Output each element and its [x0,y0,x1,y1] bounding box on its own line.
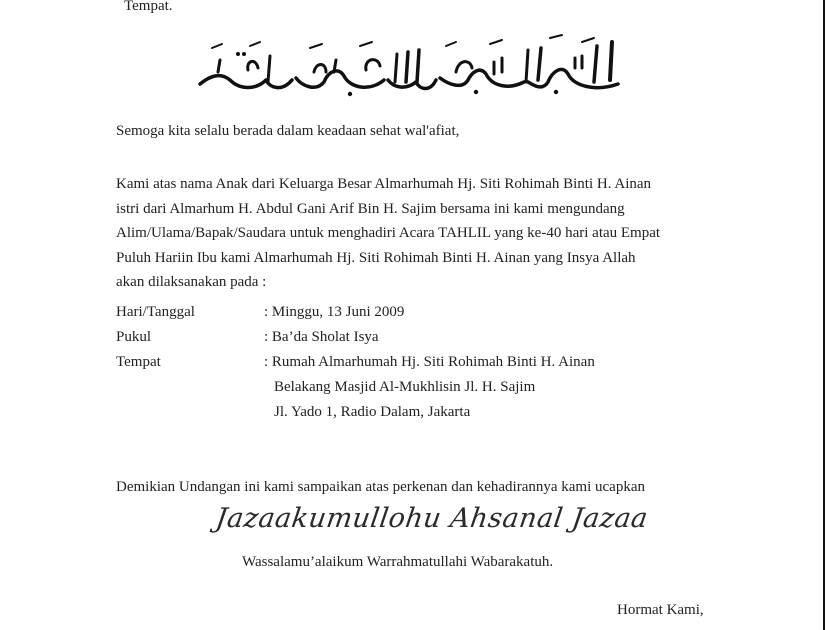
jazaa-script-line: Jazaakumullohu Ahsanal Jazaa [213,503,651,534]
signoff-line: Hormat Kami, [617,602,704,618]
paragraph-line: akan dilaksanakan pada : [116,274,267,290]
time-label: Pukul [116,329,152,345]
invitation-paragraph [116,172,756,295]
top-cut-text: Tempat. [124,0,173,14]
paragraph-line: istri dari Almarhum H. Abdul Gani Arif Bin H. Sajim bersama ini kami mengundang [116,200,625,217]
place-line-3: Jl. Yado 1, Radio Dalam, Jakarta [274,404,471,420]
greeting-line: Semoga kita selalu berada dalam keadaan sehat wal'afiat, [116,123,460,139]
wassalam-line: Wassalamu’alaikum Warrahmatullahi Wabarakatuh. [242,554,554,570]
closing-line: Demikian Undangan ini kami sampaikan atas perkenan dan kehadirannya kami ucapkan [116,479,645,495]
page-edge-line [823,0,825,630]
place-label: Tempat [116,354,161,370]
arabic-salam-calligraphy [190,32,622,98]
place-value: : Rumah Almarhumah Hj. Siti Rohimah Binti H. Ainan [264,354,595,370]
time-value: : Ba’da Sholat Isya [264,329,379,345]
paragraph-line: Kami atas nama Anak dari Keluarga Besar Almarhumah Hj. Siti Rohimah Binti H. Ainan [116,176,652,192]
date-value: : Minggu, 13 Juni 2009 [264,304,405,320]
paragraph-line: Puluh Hariin Ibu kami Almarhumah Hj. Siti Rohimah Binti H. Ainan yang Insya Allah [116,249,636,266]
paragraph-line: Alim/Ulama/Bapak/Saudara untuk menghadiri Acara TAHLIL yang ke-40 hari atau Empat [116,225,661,241]
date-label: Hari/Tanggal [116,304,195,320]
place-line-2: Belakang Masjid Al-Mukhlisin Jl. H. Sajim [274,379,536,395]
